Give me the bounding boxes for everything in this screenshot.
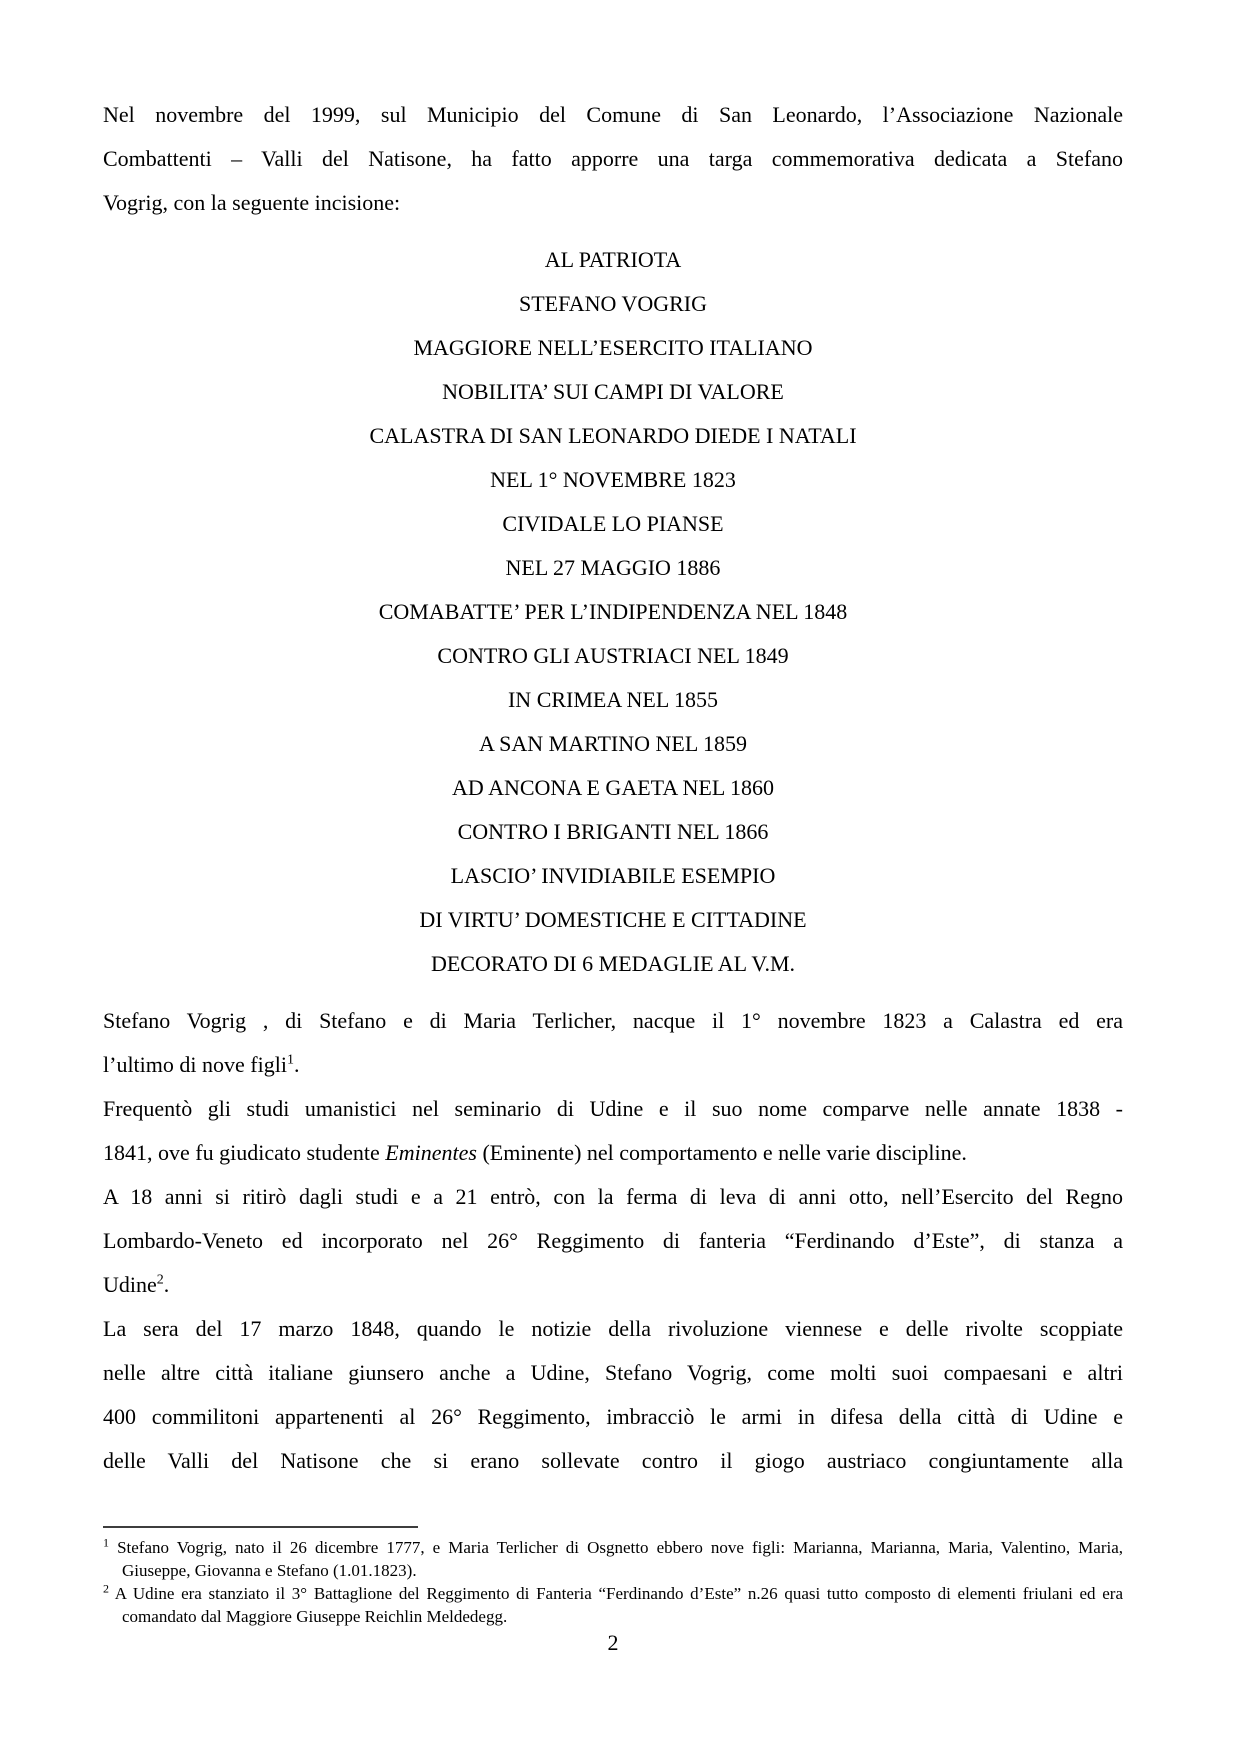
body-line	[103, 1131, 1123, 1175]
body-line: A 18 anni si ritirò dagli studi e a 21 entrò, con la ferma di leva di anni otto, nell’Esercito del Regno	[103, 1184, 1123, 1209]
footnote-ref-1: 1	[286, 1052, 294, 1068]
inscription-block	[103, 238, 1123, 986]
body-text: (Eminente) nel comportamento e nelle varie discipline.	[476, 1140, 967, 1165]
inscription-line-1: AL PATRIOTA	[544, 247, 682, 272]
intro-paragraph	[103, 93, 1123, 225]
footnote-marker-1: 1	[103, 1535, 109, 1550]
inscription-line-13: AD ANCONA E GAETA NEL 1860	[452, 775, 774, 800]
footnote-text: A Udine era stanziato il 3° Battaglione del Reggimento di Fanteria “Ferdinando d’Este” n.26 quasi tutto composto di elementi friulani ed era	[114, 1584, 1123, 1603]
inscription-line-14: CONTRO I BRIGANTI NEL 1866	[457, 819, 769, 844]
inscription-line-15: LASCIO’ INVIDIABILE ESEMPIO	[450, 863, 776, 888]
body-line: La sera del 17 marzo 1848, quando le notizie della rivoluzione viennese e delle rivolte scoppiate	[103, 1316, 1123, 1341]
footnotes-section	[103, 1536, 1123, 1628]
footnote-2	[103, 1582, 1123, 1628]
body-line: Stefano Vogrig , di Stefano e di Maria Terlicher, nacque il 1° novembre 1823 a Calastra ed era	[103, 1008, 1123, 1033]
body-line: nelle altre città italiane giunsero anche a Udine, Stefano Vogrig, come molti suoi compaesani e altri	[103, 1360, 1123, 1385]
body-text: .	[163, 1272, 170, 1297]
body-line: delle Valli del Natisone che si erano sollevate contro il giogo austriaco congiuntamente alla	[103, 1448, 1123, 1473]
body-text: .	[293, 1052, 300, 1077]
body-text: 1841, ove fu giudicato studente	[103, 1140, 386, 1165]
inscription-line-10: CONTRO GLI AUSTRIACI NEL 1849	[437, 643, 789, 668]
body-line	[103, 1263, 1123, 1307]
footnote-marker-2: 2	[103, 1581, 109, 1596]
paragraph-studies	[103, 1087, 1123, 1175]
intro-line-2: Combattenti – Valli del Natisone, ha fatto apporre una targa commemorativa dedicata a Stefano	[103, 146, 1123, 171]
paragraph-birth	[103, 999, 1123, 1087]
inscription-line-16: DI VIRTU’ DOMESTICHE E CITTADINE	[419, 907, 807, 932]
footnote-line: Giuseppe, Giovanna e Stefano (1.01.1823).	[122, 1561, 417, 1580]
body-text: Udine	[103, 1272, 157, 1297]
inscription-line-5: CALASTRA DI SAN LEONARDO DIEDE I NATALI	[369, 423, 857, 448]
inscription-line-17: DECORATO DI 6 MEDAGLIE AL V.M.	[430, 951, 796, 976]
intro-line-1: Nel novembre del 1999, sul Municipio del Comune di San Leonardo, l’Associazione Nazionale	[103, 102, 1123, 127]
body-line	[103, 1043, 1123, 1087]
inscription-line-6: NEL 1° NOVEMBRE 1823	[490, 467, 736, 492]
inscription-line-8: NEL 27 MAGGIO 1886	[505, 555, 721, 580]
footnote-separator-rule	[103, 1526, 418, 1528]
inscription-line-12: A SAN MARTINO NEL 1859	[479, 731, 747, 756]
footnote-1	[103, 1536, 1123, 1582]
footnote-line	[103, 1582, 1123, 1605]
body-paragraphs	[103, 999, 1123, 1483]
inscription-line-9: COMABATTE’ PER L’INDIPENDENZA NEL 1848	[378, 599, 848, 624]
italic-term: Eminentes	[385, 1140, 477, 1165]
footnote-text: Stefano Vogrig, nato il 26 dicembre 1777, e Maria Terlicher di Osgnetto ebbero nove figli: Marianna, Marianna, Maria, Valentino, Maria,	[117, 1538, 1123, 1557]
inscription-line-3: MAGGIORE NELL’ESERCITO ITALIANO	[413, 335, 813, 360]
body-line: Frequentò gli studi umanistici nel seminario di Udine e il suo nome comparve nelle annate 1838 -	[103, 1096, 1123, 1121]
inscription-line-7: CIVIDALE LO PIANSE	[502, 511, 724, 536]
body-line: Lombardo-Veneto ed incorporato nel 26° Reggimento di fanteria “Ferdinando d’Este”, di stanza a	[103, 1228, 1123, 1253]
inscription-line-2: STEFANO VOGRIG	[518, 291, 708, 316]
page-number: 2	[607, 1630, 619, 1655]
footnote-ref-2: 2	[156, 1272, 164, 1288]
intro-line-3: Vogrig, con la seguente incisione:	[103, 190, 401, 215]
paragraph-army	[103, 1175, 1123, 1307]
inscription-line-4: NOBILITA’ SUI CAMPI DI VALORE	[442, 379, 784, 404]
footnote-line: comandato dal Maggiore Giuseppe Reichlin Meldedegg.	[122, 1607, 508, 1626]
body-text: l’ultimo di nove figli	[103, 1052, 287, 1077]
inscription-line-11: IN CRIMEA NEL 1855	[507, 687, 718, 712]
paragraph-1848	[103, 1307, 1123, 1483]
footnote-line	[103, 1536, 1123, 1559]
body-line: 400 commilitoni appartenenti al 26° Reggimento, imbracciò le armi in difesa della città di Udine e	[103, 1404, 1123, 1429]
